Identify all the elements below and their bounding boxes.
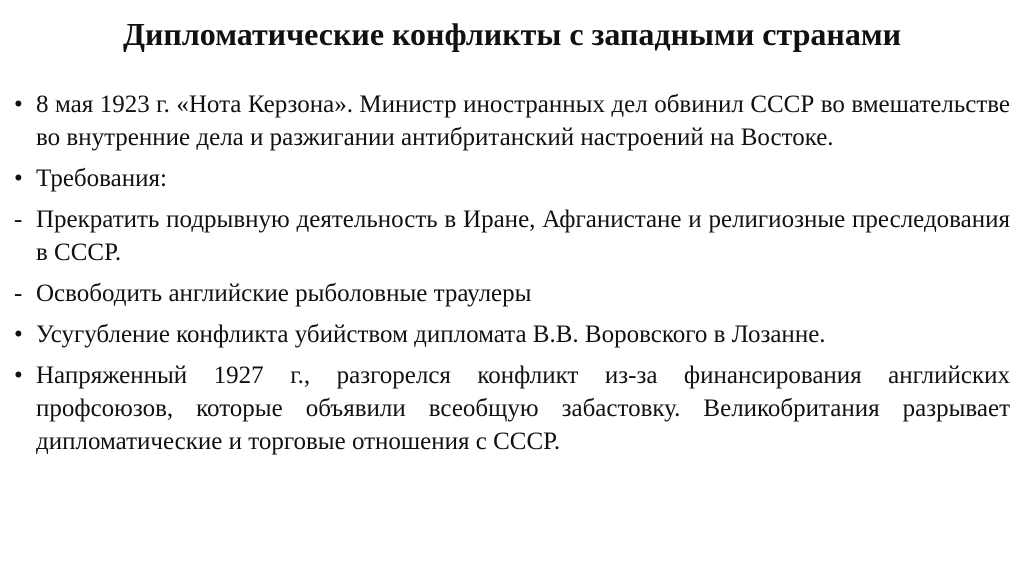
list-item xyxy=(12,318,1010,351)
bullet-list xyxy=(12,88,1010,466)
list-item xyxy=(12,277,1010,310)
bullet-marker: • xyxy=(14,362,23,389)
bullet-marker: • xyxy=(14,165,23,192)
list-item xyxy=(12,359,1010,458)
list-item-text: Освободить английские рыболовные траулеры xyxy=(36,280,532,307)
list-item xyxy=(12,88,1010,154)
list-item-text: Напряженный 1927 г., разгорелся конфликт из-за финансирования английских профсоюзов, которые объявили всеобщую забастовку. Великобритания разрывает дипломатические и торговые отношения с СССР. xyxy=(36,362,1010,455)
list-item-text: Усугубление конфликта убийством дипломата В.В. Воровского в Лозанне. xyxy=(36,321,826,348)
list-item-text: Прекратить подрывную деятельность в Иране, Афганистане и религиозные преследования в СССР. xyxy=(36,206,1010,266)
slide-title: Дипломатические конфликты с западными странами xyxy=(122,16,902,52)
dash-marker: - xyxy=(14,206,23,233)
list-item xyxy=(12,162,1010,195)
list-item xyxy=(12,203,1010,269)
dash-marker: - xyxy=(14,280,23,307)
list-item-text: Требования: xyxy=(36,165,167,192)
bullet-marker: • xyxy=(14,91,23,118)
list-item-text: 8 мая 1923 г. «Нота Керзона». Министр иностранных дел обвинил СССР во вмешательстве во внутренние дела и разжигании антибританский настроений на Востоке. xyxy=(36,91,1010,151)
bullet-marker: • xyxy=(14,321,23,348)
